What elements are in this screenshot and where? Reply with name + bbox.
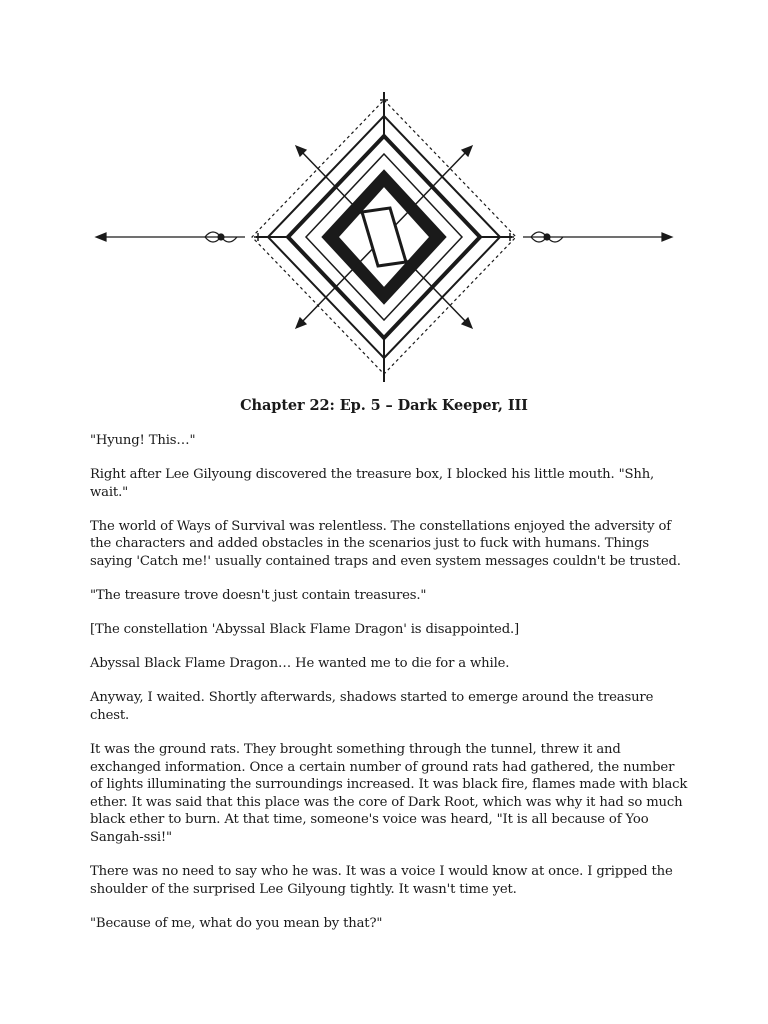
paragraph: [The constellation 'Abyssal Black Flame Dragon' is disappointed.] [90,622,520,638]
paragraph: Right after Lee Gilyoung discovered the treasure box, I blocked his little mouth. "Shh, wait." [90,467,655,500]
chapter-title: Chapter 22: Ep. 5 – Dark Keeper, III [240,397,528,414]
paragraph: "Because of me, what do you mean by that?" [90,915,383,931]
paragraph: "Hyung! This…" [90,433,196,448]
paragraph: "The treasure trove doesn't just contain treasures." [90,588,427,604]
paragraph: The world of Ways of Survival was relentless. The constellations enjoyed the adversity of the characters and added obstacles in the scenarios just to fuck with humans. Things saying 'Catch me!' usually contained traps and even system messages couldn't be trusted. [90,518,681,569]
paragraph: It was the ground rats. They brought something through the tunnel, threw it and exchanged information. Once a certain number of ground rats had gathered, the number of lights illuminating the surroundings increased. It was black fire, flames made with black ether. It was said that this place was the core of Dark Root, which was why it had so much black ether to burn. At that time, someone's voice was heard, "It is all because of Yoo Sangah-ssi!" [90,742,688,845]
paragraph: Anyway, I waited. Shortly afterwards, shadows started to emerge around the treasure chest. [90,690,654,723]
paragraph: Abyssal Black Flame Dragon… He wanted me to die for a while. [90,656,510,672]
paragraph: There was no need to say who he was. It was a voice I would know at once. I gripped the shoulder of the surprised Lee Gilyoung tightly. It wasn't time yet. [90,864,673,897]
chapter-ornament-icon [0,92,768,382]
chapter-text [90,432,690,949]
